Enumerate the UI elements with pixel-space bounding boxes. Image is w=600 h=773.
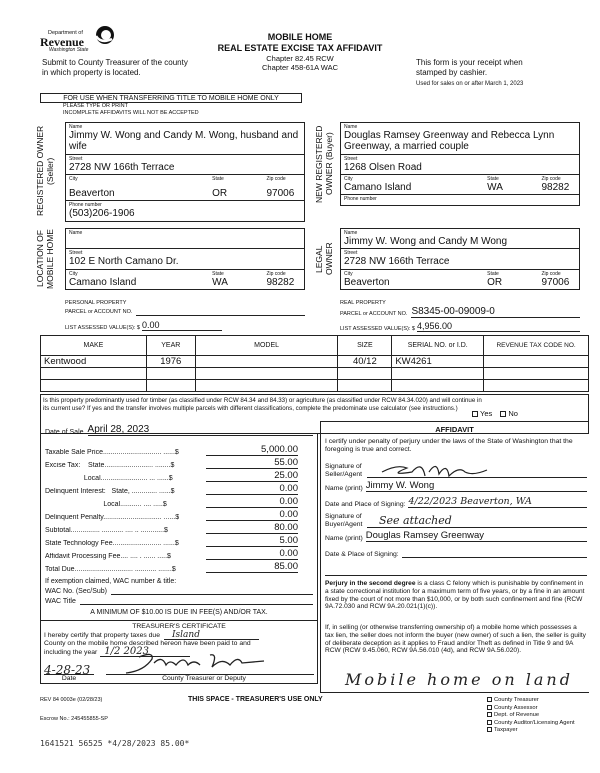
seller-city-label: City	[69, 176, 78, 182]
seller-street-field[interactable]: 2728 NW 166th Terrace	[69, 162, 175, 173]
cashier-stamp: 1641521 56525 *4/28/2023 85.00*	[40, 739, 190, 748]
taxable-sale-price-field[interactable]: 5,000.00	[206, 444, 298, 456]
cell-serial[interactable]	[392, 380, 484, 392]
tax-lien-notice: If, in selling (or otherwise transferring ownership of) a mobile home which possesses a tax lien, the seller does not inform the buyer (new owner) of such a lien, the seller is guilty of deliberate deception as it applies to Fraud and/or Theft as defined in Title 9 and 9A RCW (RCW 9.45.060, RCW 9A.56.010 (4d), and RCW 9A.56.020).	[325, 624, 586, 655]
buyer-name-field[interactable]: Douglas Ramsey Greenway and Rebecca Lynn Greenway, a married couple	[344, 130, 555, 152]
delinquent-interest-state-field[interactable]: 0.00	[206, 483, 298, 495]
timber-question: Is this property predominantly used for timber (as classified under RCW 84.34 and 84.33) or agriculture (as classified under RCW 84.34.020) and will continue in its current use? If yes and the transfer involves multiple parcels with different classifications, complete the predominate use calculator (see instructions.)	[43, 397, 482, 412]
cell-model[interactable]	[195, 356, 338, 368]
legal-owner-state-field[interactable]: OR	[487, 277, 503, 288]
date-of-sale-label: Date of Sale	[45, 429, 84, 436]
location-zip-field[interactable]: 98282	[266, 277, 295, 288]
seller-section-label: REGISTERED OWNER (Seller)	[35, 125, 55, 217]
dist-county-auditor: County Auditor/Licensing Agent	[494, 719, 575, 726]
treasurer-signature[interactable]	[106, 657, 314, 675]
dist-county-assessor: County Assessor	[494, 704, 538, 711]
exemption-intro: If exemption claimed, WAC number & title:	[45, 578, 177, 585]
location-block	[65, 228, 305, 290]
buyer-street-label: Street	[344, 156, 358, 162]
fees-list	[45, 443, 313, 573]
real-assessed-field[interactable]: 4,956.00	[417, 321, 580, 332]
seller-date-place-label: Date and Place of Signing:	[325, 501, 406, 508]
location-street-label: Street	[69, 250, 83, 256]
col-make: MAKE	[41, 336, 147, 356]
fee-excise-state: Excise Tax: State......................... ........$ 55.00	[45, 457, 298, 469]
legal-owner-city-label: City	[344, 271, 353, 277]
legal-owner-zip-field[interactable]: 97006	[541, 277, 570, 288]
seller-city-field[interactable]: Beaverton	[69, 188, 115, 199]
treasurer-use-only: THIS SPACE - TREASURER'S USE ONLY	[188, 696, 323, 703]
affidavit-processing-fee-field[interactable]: 0.00	[206, 548, 298, 560]
total-due-field[interactable]: 85.00	[206, 561, 298, 573]
cell-serial[interactable]	[392, 368, 484, 380]
timber-no-label: No	[508, 409, 518, 418]
buyer-city-field[interactable]: Camano Island	[344, 182, 412, 193]
certificate-date-field[interactable]: 4-28-23	[44, 666, 94, 675]
cell-year[interactable]: 1976	[146, 356, 195, 368]
fee-taxable-sale-price: Taxable Sale Price.............................. ......$ 5,000.00	[45, 444, 298, 456]
buyer-city-label: City	[344, 176, 353, 182]
wac-title-field[interactable]	[80, 597, 313, 605]
col-tax-code: REVENUE TAX CODE NO.	[484, 336, 589, 356]
legal-owner-name-label: Name	[344, 230, 358, 236]
seller-name-label: Name	[69, 124, 83, 130]
col-year: YEAR	[146, 336, 195, 356]
escrow-number: Escrow No.: 245455855-SP	[40, 716, 108, 722]
location-street-field[interactable]: 102 E North Camano Dr.	[69, 256, 179, 267]
distribution-list	[487, 697, 575, 735]
location-state-label: State	[212, 271, 224, 277]
certificate-line2: County on the mobile home described hereon have been paid to and	[44, 640, 251, 647]
minimum-due-notice: A MINIMUM OF $10.00 IS DUE IN FEE(S) AND/OR TAX.	[90, 609, 268, 616]
real-parcel-field[interactable]: S8345-00-09009-0	[411, 307, 580, 318]
location-city-field[interactable]: Camano Island	[69, 277, 137, 288]
used-for-note: Used for sales on or after March 1, 2023	[416, 81, 524, 87]
date-of-sale-field[interactable]: April 28, 2023	[88, 424, 313, 436]
certificate-line3: including the year	[44, 649, 98, 656]
location-zip-label: Zip code	[266, 271, 286, 277]
legal-owner-state-label: State	[487, 271, 499, 277]
logo-name: Revenue	[40, 35, 84, 49]
seller-phone-field[interactable]: (503)206-1906	[69, 208, 135, 219]
delinquent-interest-local-field[interactable]: 0.00	[206, 496, 298, 508]
seller-zip-field[interactable]: 97006	[266, 188, 295, 199]
location-state-field[interactable]: WA	[212, 277, 228, 288]
legal-owner-zip-label: Zip code	[541, 271, 561, 277]
buyer-street-field[interactable]: 1268 Olsen Road	[344, 162, 422, 173]
seller-date-place-field[interactable]: 4/22/2023 Beaverton, WA	[408, 496, 587, 508]
excise-state-field[interactable]: 55.00	[206, 457, 298, 469]
seller-street-label: Street	[69, 156, 83, 162]
col-model: MODEL	[195, 336, 338, 356]
chapter-rcw: Chapter 82.45 RCW	[266, 54, 334, 63]
buyer-date-place-label: Date & Place of Signing:	[325, 551, 399, 558]
affidavit-certify: I certify under penalty of perjury under the laws of the State of Washington that the foregoing is true and correct.	[325, 438, 573, 453]
buyer-zip-label: Zip code	[541, 176, 561, 182]
certificate-year-field[interactable]: 1/2 2023	[100, 648, 190, 657]
personal-assessed-field[interactable]: 0.00	[142, 320, 222, 331]
dist-county-treasurer: County Treasurer	[494, 697, 539, 704]
buyer-date-place-field[interactable]	[402, 548, 587, 558]
receipt-note: This form is your receipt when stamped by cashier.	[416, 58, 523, 77]
certificate-divider	[40, 620, 318, 621]
perjury-bold: Perjury in the second degree	[325, 580, 416, 587]
buyer-name-label: Name	[344, 124, 358, 130]
excise-local-field[interactable]: 25.00	[206, 470, 298, 482]
treasurer-signature-scribble-icon	[114, 651, 294, 677]
cell-year[interactable]	[146, 380, 195, 392]
fee-total-due: Total Due.............................. ........... .......$ 85.00	[45, 561, 298, 573]
location-section-label: LOCATION OF MOBILE HOME	[35, 229, 55, 289]
cell-size[interactable]	[338, 368, 392, 380]
fee-excise-local: Local........................ ... ......$ 25.00	[45, 470, 298, 482]
fee-delinquent-interest-local: Local........... .... .....$ 0.00	[45, 496, 298, 508]
certificate-date-label: Date	[61, 675, 77, 682]
perjury-text: is a class C felony which is punishable by confinement in a state correctional institution for a maximum term of five years, or by a fine in an amount fixed by the court of not more than $10,000, or by both such confinement and fine (RCW 9A.72.030 and RCW 9A.20.021(1)(c)).	[325, 580, 585, 611]
type-or-print: PLEASE TYPE OR PRINT	[63, 103, 129, 109]
subtotal-field[interactable]: 80.00	[206, 522, 298, 534]
seller-name-print-label: Name (print)	[325, 485, 363, 492]
table-row	[41, 380, 589, 392]
incomplete-warning: INCOMPLETE AFFIDAVITS WILL NOT BE ACCEPTED	[63, 109, 199, 116]
seller-name-print-field[interactable]: Jimmy W. Wong	[366, 480, 587, 492]
logo-dept: Department of	[48, 30, 83, 36]
revenue-swirl-icon	[92, 24, 116, 48]
seller-phone-label: Phone number	[69, 202, 102, 208]
real-assessed-label: LIST ASSESSED VALUE(S): $	[340, 326, 415, 332]
seller-signature-label: Signature of Seller/Agent	[325, 463, 363, 478]
submit-note: Submit to County Treasurer of the county in which property is located.	[42, 58, 188, 77]
seller-name-field[interactable]: Jimmy W. Wong and Candy M. Wong, husband and wife	[69, 130, 299, 152]
cell-model[interactable]	[195, 380, 338, 392]
buyer-zip-field[interactable]: 98282	[541, 182, 570, 193]
handwritten-note: Mobile home on land	[345, 670, 573, 689]
delinquent-penalty-field[interactable]: 0.00	[206, 509, 298, 521]
dept-revenue-checkbox[interactable]	[487, 712, 492, 717]
affidavit-bottom-line	[320, 692, 589, 693]
legal-owner-name-field[interactable]: Jimmy W. Wong and Candy M Wong	[344, 236, 508, 247]
cell-model[interactable]	[195, 368, 338, 380]
certificate-county-field[interactable]: Island	[164, 631, 259, 640]
buyer-name-print-field[interactable]: Douglas Ramsey Greenway	[366, 530, 587, 542]
location-name-label: Name	[69, 230, 83, 236]
fee-delinquent-interest-state: Delinquent Interest: State, ............. ......$ 0.00	[45, 483, 298, 495]
timber-no-checkbox[interactable]	[500, 411, 506, 417]
seller-zip-label: Zip code	[266, 176, 286, 182]
usage-banner: FOR USE WHEN TRANSFERRING TITLE TO MOBILE HOME ONLY	[40, 93, 302, 103]
state-technology-fee-field[interactable]: 5.00	[206, 535, 298, 547]
buyer-name-print-label: Name (print)	[325, 535, 363, 542]
seller-state-label: State	[212, 176, 224, 182]
dist-taxpayer: Taxpayer	[494, 727, 518, 734]
wac-no-field[interactable]	[111, 587, 313, 595]
form-title-line2: REAL ESTATE EXCISE TAX AFFIDAVIT	[217, 43, 383, 53]
buyer-section-label: NEW REGISTERED OWNER (Buyer)	[314, 125, 334, 203]
real-property-label: REAL PROPERTY	[340, 300, 386, 306]
wac-title-label: WAC Title	[45, 598, 76, 605]
fee-affidavit-processing: Affidavit Processing Fee.... .... . ...... .....$ 0.00	[45, 548, 298, 560]
location-city-label: City	[69, 271, 78, 277]
legal-owner-street-field[interactable]: 2728 NW 166th Terrace	[344, 256, 450, 267]
buyer-block	[340, 122, 580, 206]
buyer-phone-label: Phone number	[344, 196, 377, 202]
buyer-signature-label: Signature of Buyer/Agent	[325, 513, 363, 528]
certificate-signer-label: County Treasurer or Deputy	[162, 675, 246, 682]
cell-make[interactable]	[41, 368, 147, 380]
cell-serial[interactable]: KW4261	[392, 356, 484, 368]
cell-tax-code[interactable]	[484, 356, 589, 368]
county-treasurer-checkbox[interactable]	[487, 697, 492, 702]
county-assessor-checkbox[interactable]	[487, 705, 492, 710]
cell-year[interactable]	[146, 368, 195, 380]
seller-block	[65, 122, 305, 222]
cell-size[interactable]: 40/12	[338, 356, 392, 368]
personal-property-label: PERSONAL PROPERTY	[65, 300, 127, 306]
cell-tax-code[interactable]	[484, 380, 589, 392]
dor-logo	[40, 27, 120, 55]
cell-make[interactable]	[41, 380, 147, 392]
certificate-title: TREASURER'S CERTIFICATE	[132, 623, 226, 630]
legal-owner-section-label: LEGAL OWNER	[314, 242, 334, 276]
table-row	[41, 368, 589, 380]
dist-dept-revenue: Dept. of Revenue	[494, 712, 540, 719]
seller-signature[interactable]	[367, 460, 587, 478]
buyer-state-field[interactable]: WA	[487, 182, 503, 193]
real-parcel-label: PARCEL or ACCOUNT NO.	[340, 311, 408, 317]
timber-yes-label: Yes	[480, 409, 493, 418]
col-serial: SERIAL NO. or I.D.	[392, 336, 484, 356]
legal-owner-street-label: Street	[344, 250, 358, 256]
perjury-notice	[325, 580, 587, 611]
cell-tax-code[interactable]	[484, 368, 589, 380]
wac-no-label: WAC No. (Sec/Sub)	[45, 588, 107, 595]
county-auditor-checkbox[interactable]	[487, 720, 492, 725]
legal-owner-block	[340, 228, 580, 290]
fee-state-technology: State Technology Fee......................... ......$ 5.00	[45, 535, 298, 547]
cell-size[interactable]	[338, 380, 392, 392]
logo-state: Washington State	[49, 47, 89, 53]
personal-assessed-label: LIST ASSESSED VALUE(S): $	[65, 325, 140, 331]
buyer-state-label: State	[487, 176, 499, 182]
fee-subtotal: Subtotal............... ........... .... .. ............$ 80.00	[45, 522, 298, 534]
timber-yes-checkbox[interactable]	[472, 411, 478, 417]
mobile-home-table	[40, 335, 589, 392]
certificate-line1: I hereby certify that property taxes due	[44, 632, 160, 639]
personal-parcel-label: PARCEL or ACCOUNT NO.	[65, 309, 133, 315]
affidavit-title: AFFIDAVIT	[435, 425, 474, 434]
seller-state-field[interactable]: OR	[212, 188, 228, 199]
legal-owner-city-field[interactable]: Beaverton	[344, 277, 390, 288]
treasurer-certificate	[44, 623, 314, 683]
form-title-line1: MOBILE HOME	[267, 32, 333, 42]
col-size: SIZE	[338, 336, 392, 356]
buyer-signature-field[interactable]: See attached	[367, 514, 587, 528]
table-row	[41, 356, 589, 368]
chapter-wac: Chapter 458-61A WAC	[261, 63, 338, 72]
personal-parcel-field[interactable]	[136, 307, 305, 316]
cell-make[interactable]: Kentwood	[41, 356, 147, 368]
seller-signature-scribble-icon	[377, 458, 497, 480]
taxpayer-checkbox[interactable]	[487, 727, 492, 732]
affidavit-divider	[325, 575, 587, 576]
fee-delinquent-penalty: Delinquent Penalty.............................. ......$ 0.00	[45, 509, 298, 521]
form-revision: REV 84 0003e (02/28/23)	[40, 697, 103, 703]
